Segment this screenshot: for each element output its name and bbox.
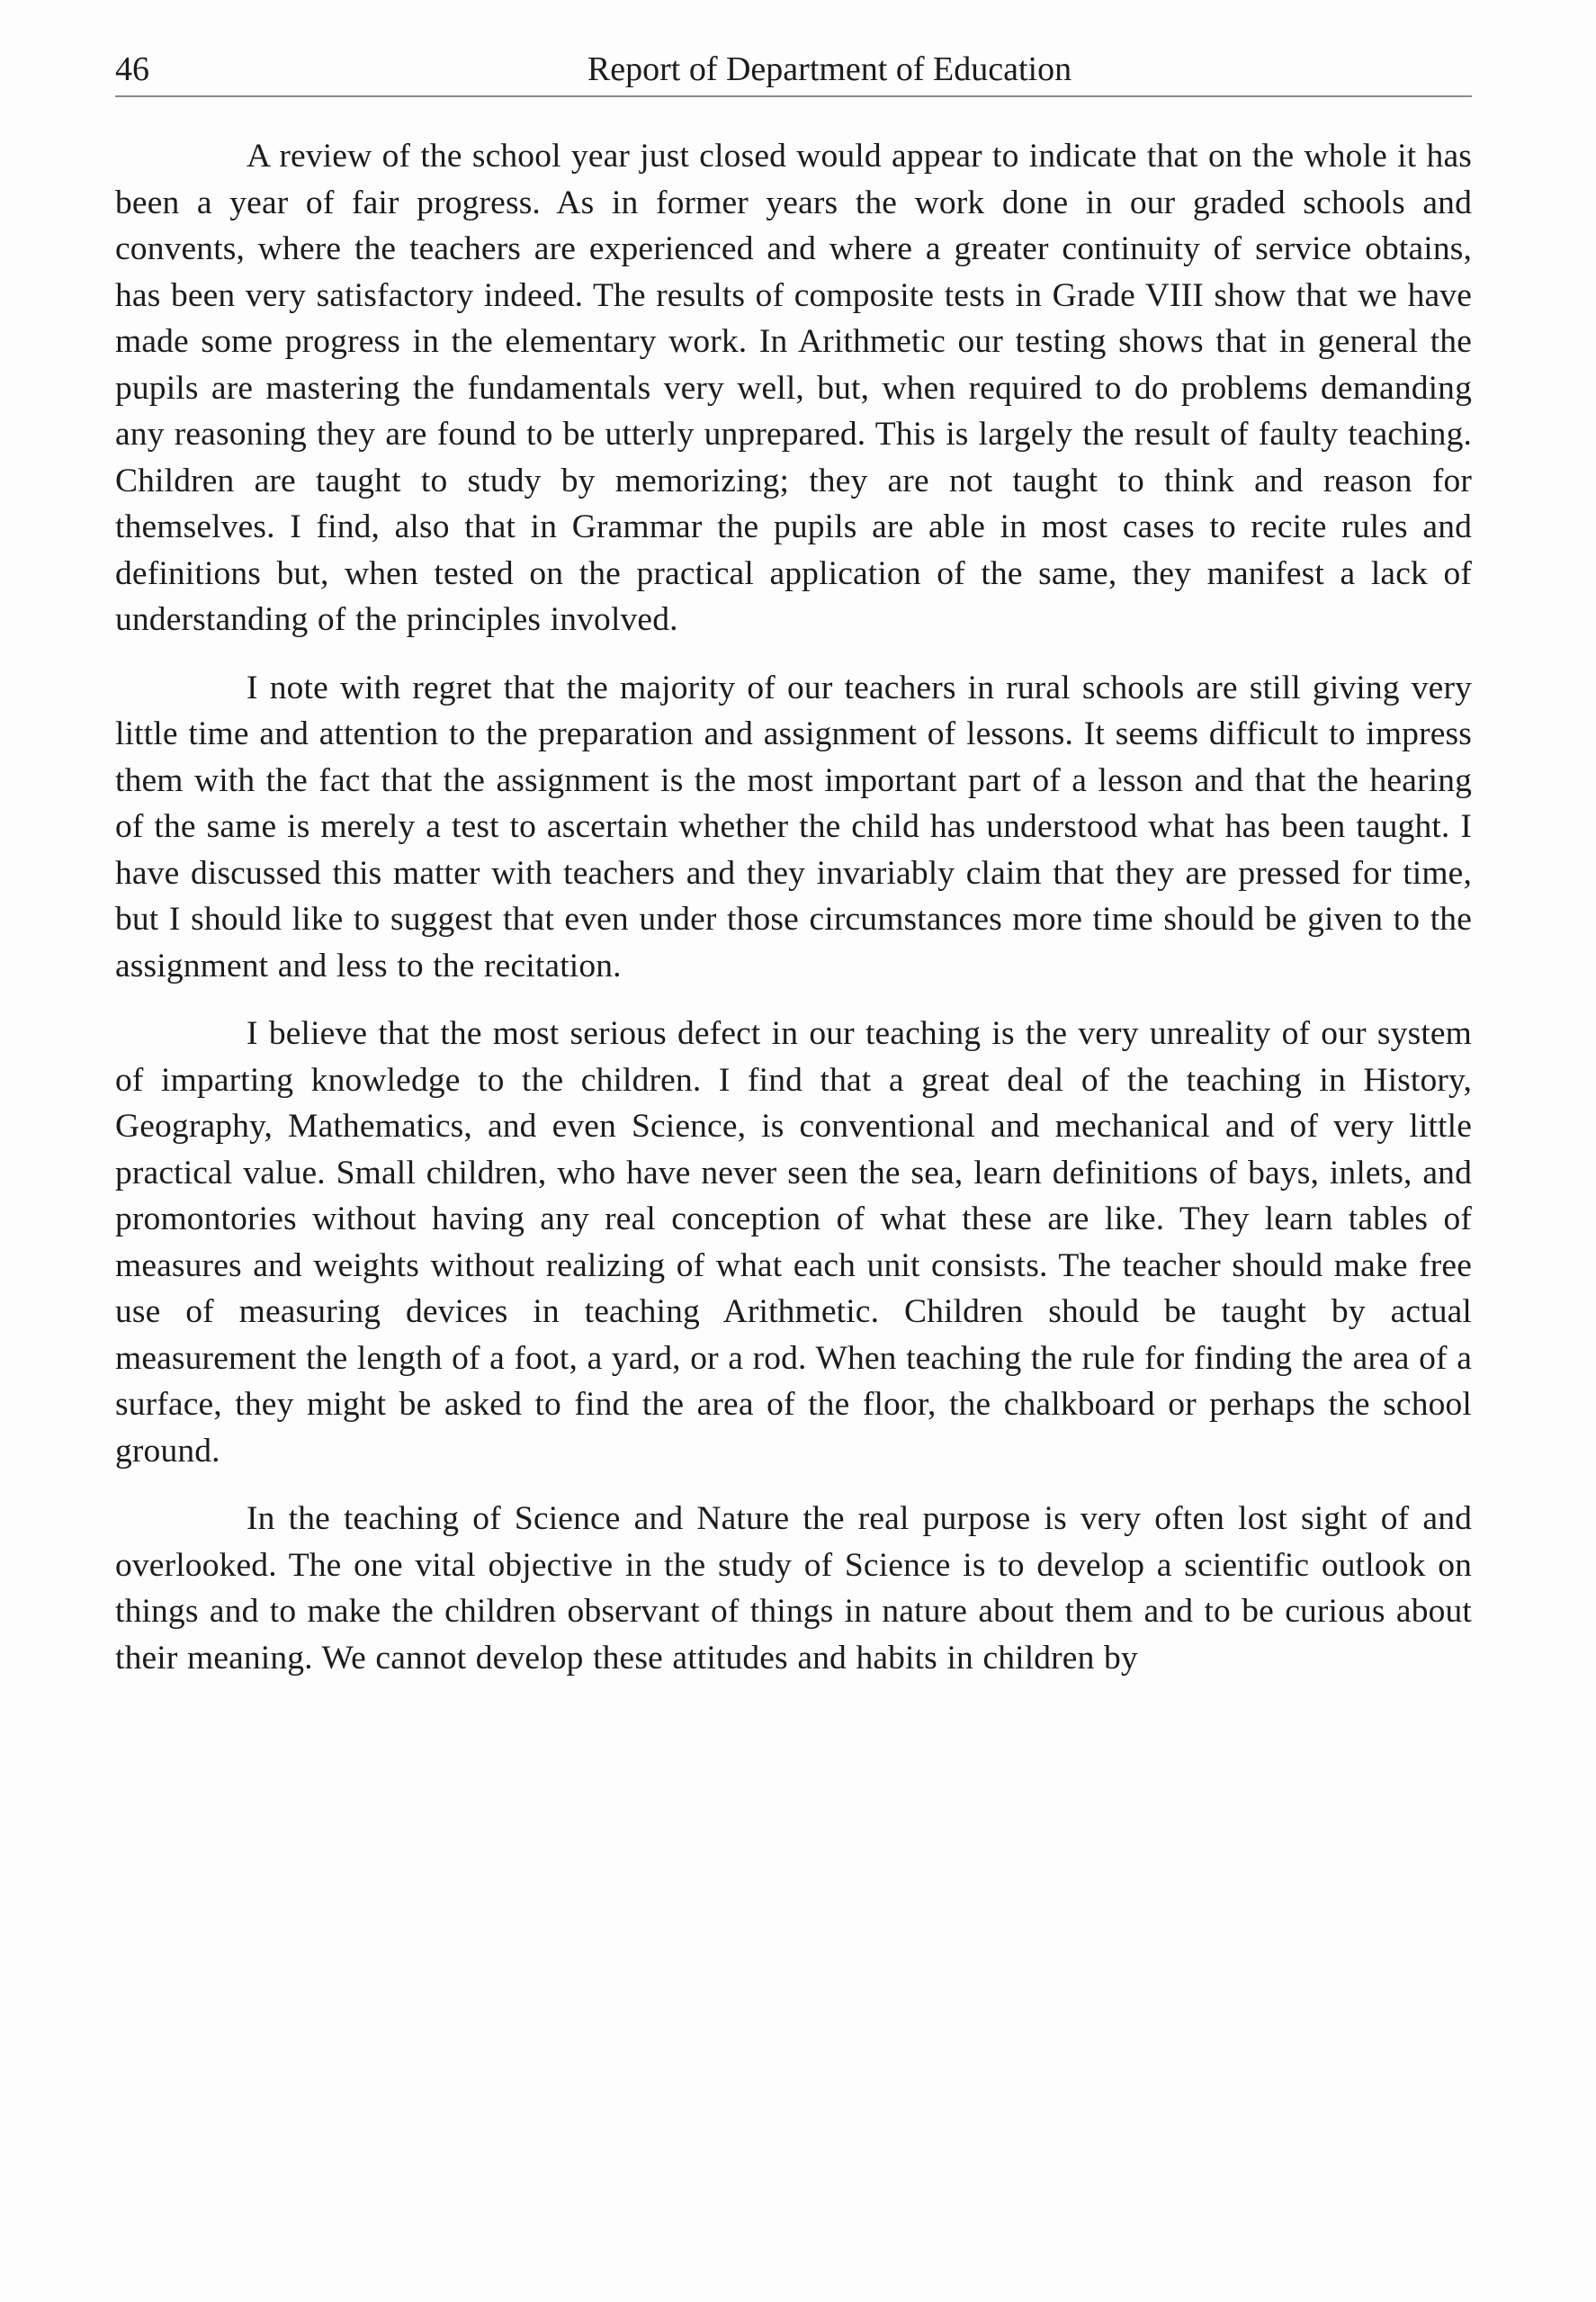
page-header (115, 43, 1472, 97)
paragraph-1: A review of the school year just closed would appear to indicate that on the whole it has been a year of fair progress. As in former years the work done in our graded schools and convents, where the teachers are experienced and where a greater continuity of service obtains, has been very satisfactory indeed. The results of composite tests in Grade VIII show that we have made some progress in the elementary work. In Arithmetic our testing shows that in general the pupils are mastering the fundamentals very well, but, when required to do problems demanding any reasoning they are found to be utterly unprepared. This is largely the result of faulty teaching. Children are taught to study by memorizing; they are not taught to think and reason for themselves. I find, also that in Grammar the pupils are able in most cases to recite rules and definitions but, when tested on the practical application of the same, they manifest a lack of understanding of the principles involved. (115, 138, 1472, 638)
page-number: 46 (115, 50, 149, 88)
paragraph-3: I believe that the most serious defect in our teaching is the very unreality of our system of imparting knowledge to the children. I find that a great deal of the teaching in History, Geography, Mathematics, and even Science, is conventional and mechanical and of very little practical value. Small children, who have never seen the sea, learn definitions of bays, inlets, and promontories without having any real conception of what these are like. They learn tables of measures and weights without realizing of what each unit consists. The teacher should make free use of measuring devices in teaching Arithmetic. Children should be taught by actual measurement the length of a foot, a yard, or a rod. When teaching the rule for finding the area of a surface, they might be asked to find the area of the floor, the chalkboard or perhaps the school ground. (115, 1015, 1472, 1470)
paragraph-2: I note with regret that the majority of our teachers in rural schools are still giving very little time and attention to the preparation and assignment of lessons. It seems difficult to impress them with the fact that the assignment is the most important part of a lesson and that the hearing of the same is merely a test to ascertain whether the child has understood what has been taught. I have discussed this matter with teachers and they invariably claim that they are pressed for time, but I should like to suggest that even under those circumstances more time should be given to the assignment and less to the recitation. (115, 669, 1472, 985)
body-text (115, 133, 1472, 1703)
running-title: Report of Department of Education (587, 50, 1072, 88)
paragraph-4: In the teaching of Science and Nature the real purpose is very often lost sight of and overlooked. The one vital objective in the study of Science is to develop a scientific outlook on things and to make the children observant of things in nature about them and to be curious about their meaning. We cannot develop these attitudes and habits in children by (115, 1500, 1472, 1677)
